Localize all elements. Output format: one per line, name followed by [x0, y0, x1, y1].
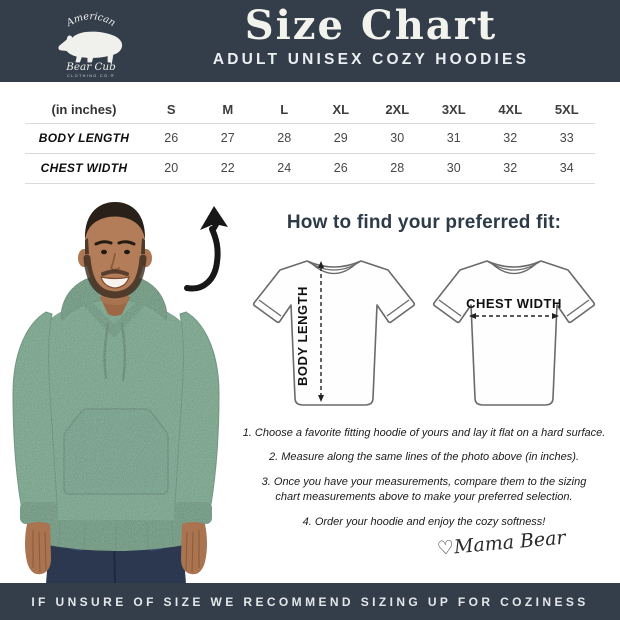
chest-width-value: 32: [482, 154, 539, 184]
curved-arrow-icon: [177, 198, 239, 293]
step-2: 2. Measure along the same lines of the photo above (in inches).: [268, 451, 580, 464]
table-unit-label: (in inches): [25, 97, 143, 124]
logo-arc-text: American: [64, 11, 118, 29]
chest-width-value: 24: [256, 154, 313, 184]
fit-guide-section: [232, 212, 616, 561]
column-header-m: M: [200, 97, 257, 124]
footer-banner: [0, 583, 620, 620]
logo-script-text: Bear Cub: [66, 60, 116, 73]
column-header-xl: XL: [313, 97, 370, 124]
chest-width-diagram: [429, 248, 599, 416]
footer-text: IF UNSURE OF SIZE WE RECOMMEND SIZING UP FOR COZINESS: [31, 594, 589, 609]
body-length-value: 28: [256, 124, 313, 154]
chest-width-value: 34: [539, 154, 596, 184]
chest-width-value: 30: [426, 154, 483, 184]
body-length-value: 29: [313, 124, 370, 154]
bear-silhouette-icon: [58, 32, 122, 63]
body-length-value: 32: [482, 124, 539, 154]
row-label-body-length: BODY LENGTH: [25, 124, 143, 154]
chest-width-value: 20: [143, 154, 200, 184]
chest-width-value: 28: [369, 154, 426, 184]
kangaroo-pocket: [64, 409, 168, 494]
column-header-4xl: 4XL: [482, 97, 539, 124]
mama-bear-signature: ♡Mama Bear: [436, 526, 567, 560]
body-length-diagram: [249, 248, 419, 416]
page-title: Size Chart: [244, 2, 498, 49]
column-header-2xl: 2XL: [369, 97, 426, 124]
body-length-label: BODY LENGTH: [295, 286, 310, 386]
chest-width-label: CHEST WIDTH: [466, 296, 562, 311]
column-header-l: L: [256, 97, 313, 124]
page-subtitle: ADULT UNISEX COZY HOODIES: [212, 51, 530, 68]
svg-text:American: [64, 11, 117, 29]
chest-width-value: 26: [313, 154, 370, 184]
chest-width-value: 22: [200, 154, 257, 184]
fit-guide-heading: How to find your preferred fit:: [286, 212, 562, 233]
body-length-value: 30: [369, 124, 426, 154]
header-title-block: [128, 0, 614, 82]
logo-company-text: CLOTHING CO.®: [67, 73, 115, 79]
body-length-value: 26: [143, 124, 200, 154]
column-header-5xl: 5XL: [539, 97, 596, 124]
body-length-value: 31: [426, 124, 483, 154]
row-label-chest-width: CHEST WIDTH: [25, 154, 143, 184]
step-3: 3. Once you have your measurements, compare them to the sizing chart measurements above to make your preferred selection.: [261, 475, 587, 504]
instruction-steps: [232, 426, 616, 530]
step-4: 4. Order your hoodie and enjoy the cozy softness!: [302, 515, 546, 528]
size-table: [25, 97, 595, 184]
brand-logo: [52, 4, 130, 80]
column-header-3xl: 3XL: [426, 97, 483, 124]
column-header-s: S: [143, 97, 200, 124]
body-length-value: 27: [200, 124, 257, 154]
body-length-value: 33: [539, 124, 596, 154]
measurement-diagrams: [232, 248, 616, 416]
header-banner: [0, 0, 620, 82]
step-1: 1. Choose a favorite fitting hoodie of yours and lay it flat on a hard surface.: [242, 427, 606, 439]
